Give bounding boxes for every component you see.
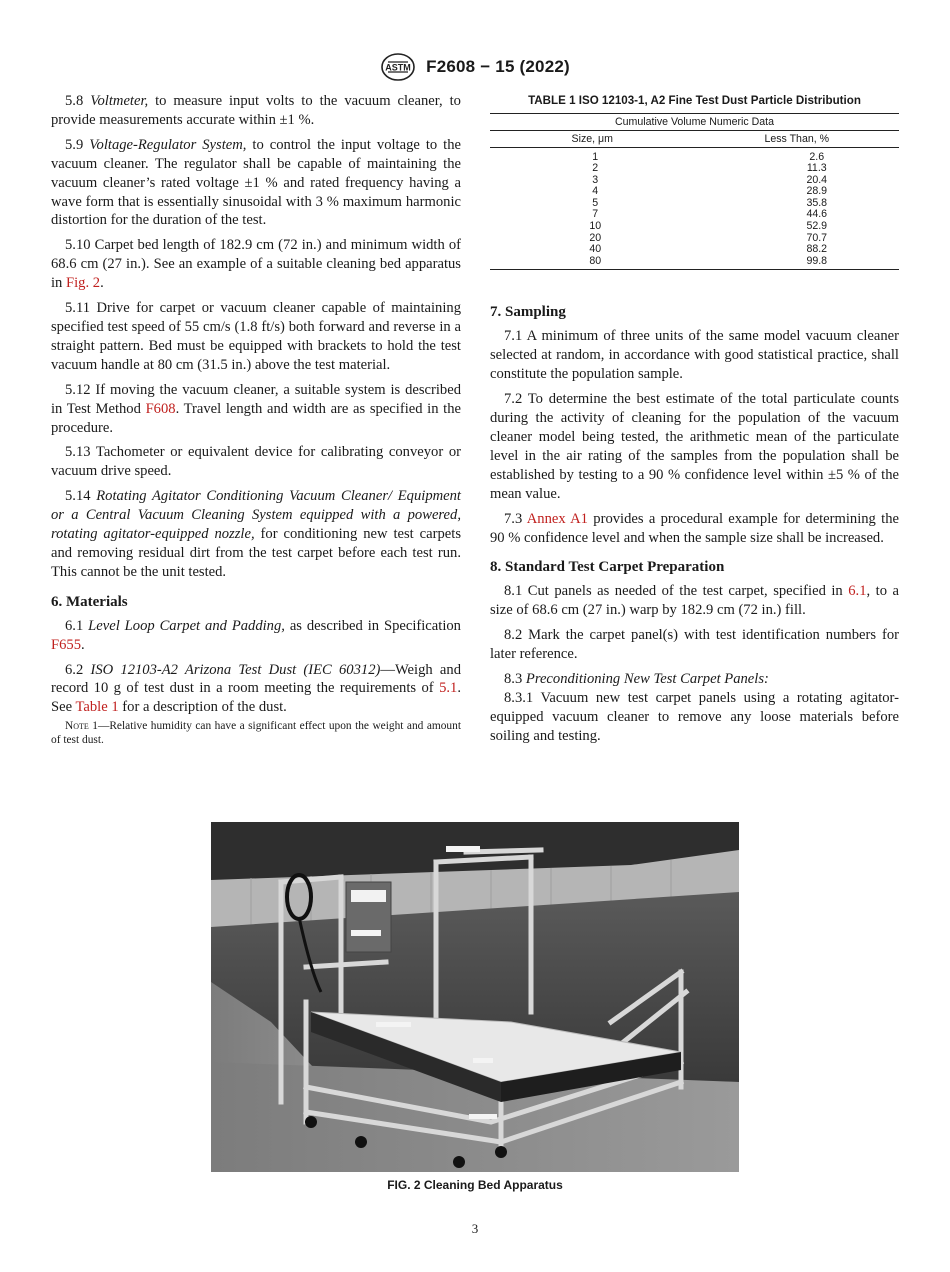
dust-distribution-table (490, 113, 899, 270)
table-row: 5 35.8 (592, 196, 828, 209)
f655-link[interactable]: F655 (51, 636, 82, 653)
paragraph-5-10: 5.10 Carpet bed length of 182.9 cm (72 in.) and minimum width of 68.6 cm (27 in.). See an example of a suitable cleaning bed apparatus in Fig. 2. (51, 237, 461, 292)
cleaning-bed-apparatus-image (211, 822, 739, 1172)
standard-designation: F2608 − 15 (2022) (426, 57, 570, 76)
note-1: Note 1—Relative humidity can have a significant effect upon the weight and amount of test dust. (51, 720, 461, 747)
f608-link[interactable]: F608 (145, 400, 176, 417)
table-row: 20 70.7 (589, 231, 828, 244)
paragraph-8-3-1: 8.3.1 Vacuum new test carpet panels using a rotating agitator-equipped vacuum cleaner to remove any loose materials before soiling and testing. (490, 689, 899, 744)
col-header-less-than: Less Than, % (695, 131, 900, 148)
page-number: 3 (471, 1221, 479, 1236)
table-row: 1 2.6 (592, 150, 825, 163)
paragraph-5-12: 5.12 If moving the vacuum cleaner, a suitable system is described in Test Method F608. Travel length and width are as specified in the procedure. (51, 381, 462, 436)
section-6-1-link[interactable]: 6.1 (848, 583, 867, 600)
paragraph-6-2: 6.2 ISO 12103-A2 Arizona Test Dust (IEC 60312)—Weigh and record 10 g of test dust in a room meeting the requirements of 5.1. See Table 1 for a description of the dust. (51, 661, 461, 716)
paragraph-7-2: 7.2 To determine the best estimate of the total particulate counts during the activity of cleaning for the population of the vacuum cleaner model being tested, the arithmetic mean of the particulate level in the air rating of the samples from the population shall be established by testing to a 90 % confidence level within ±5 % of the mean value. (490, 391, 899, 502)
paragraph-5-14: 5.14 Rotating Agitator Conditioning Vacuum Cleaner/ Equipment or a Central Vacuum Cleaning System equipped with a powered, rotating agitator-equipped nozzle, for conditioning new test carpets and removing residual dirt from the test carpet before each test run. This cannot be the unit tested. (51, 488, 461, 580)
left-column (51, 92, 461, 747)
svg-text:ASTM: ASTM (385, 62, 411, 73)
paragraph-5-9: 5.9 Voltage-Regulator System, to control the input voltage to the vacuum cleaner. The regulator shall be capable of maintaining the vacuum cleaner’s rated voltage ±1 % and rated frequency having a wave form that is essentially sinusoidal with 3 % maximum harmonic distortion for the duration of the test. (51, 136, 462, 229)
fig2-link[interactable]: Fig. 2 (66, 275, 101, 292)
paragraph-6-1: 6.1 Level Loop Carpet and Padding, as described in Specification F655. (51, 617, 461, 653)
annex-a1-link[interactable]: Annex A1 (526, 510, 588, 527)
section-5-1-link[interactable]: 5.1 (439, 680, 458, 697)
paragraph-5-11: 5.11 Drive for carpet or vacuum cleaner capable of maintaining specified test speed of 55 cm/s (1.8 ft/s) both forward and reverse in a straight pattern. Bed must be equipped with brackets to hold the test vacuum handle at 80 cm (31.5 in.) above the test material. (51, 300, 461, 373)
table-row: 80 99.8 (490, 256, 899, 270)
page-header (0, 52, 950, 86)
right-column (490, 92, 899, 752)
paragraph-7-3: 7.3 Annex A1 provides a procedural example for determining the 90 % confidence level and when the sample size shall be increased. (490, 510, 899, 546)
section-6-heading: 6. Materials (51, 593, 128, 610)
paragraph-5-8: 5.8 Voltmeter, to measure input volts to the vacuum cleaner, to provide measurements accurate within ±1 %. (51, 93, 461, 128)
section-8-heading: 8. Standard Test Carpet Preparation (490, 559, 725, 576)
table-row: 2 11.3 (592, 162, 827, 175)
table-1-title: TABLE 1 ISO 12103-1, A2 Fine Test Dust Particle Distribution (528, 94, 861, 107)
figure-caption: FIG. 2 Cleaning Bed Apparatus (387, 1178, 563, 1192)
paragraph-5-13: 5.13 Tachometer or equivalent device for calibrating conveyor or vacuum drive speed. (51, 444, 461, 480)
paragraph-7-1: 7.1 A minimum of three units of the same model vacuum cleaner selected at random, in accordance with good statistical practice, shall constitute the population sample. (490, 328, 899, 383)
table-1-link[interactable]: Table 1 (75, 699, 119, 716)
table-row: 4 28.9 (592, 185, 828, 198)
table-group-header: Cumulative Volume Numeric Data (490, 114, 899, 131)
table-row: 3 20.4 (592, 173, 828, 186)
table-row: 40 88.2 (589, 243, 828, 256)
section-7-heading: 7. Sampling (490, 304, 566, 321)
table-row: 7 44.6 (592, 208, 828, 221)
cleaning-bed-photo (211, 822, 739, 1172)
astm-logo-icon (380, 52, 416, 82)
paragraph-8-1: 8.1 Cut panels as needed of the test carpet, specified in 6.1, to a size of 68.6 cm (27 in.) warp by 182.9 cm (72 in.) fill. (490, 583, 899, 619)
table-row: 10 52.9 (589, 220, 828, 233)
paragraph-8-2: 8.2 Mark the carpet panel(s) with test identification numbers for later reference. (490, 627, 899, 663)
paragraph-8-3: 8.3 Preconditioning New Test Carpet Panels: (504, 671, 769, 688)
col-header-size: Size, μm (490, 131, 695, 148)
